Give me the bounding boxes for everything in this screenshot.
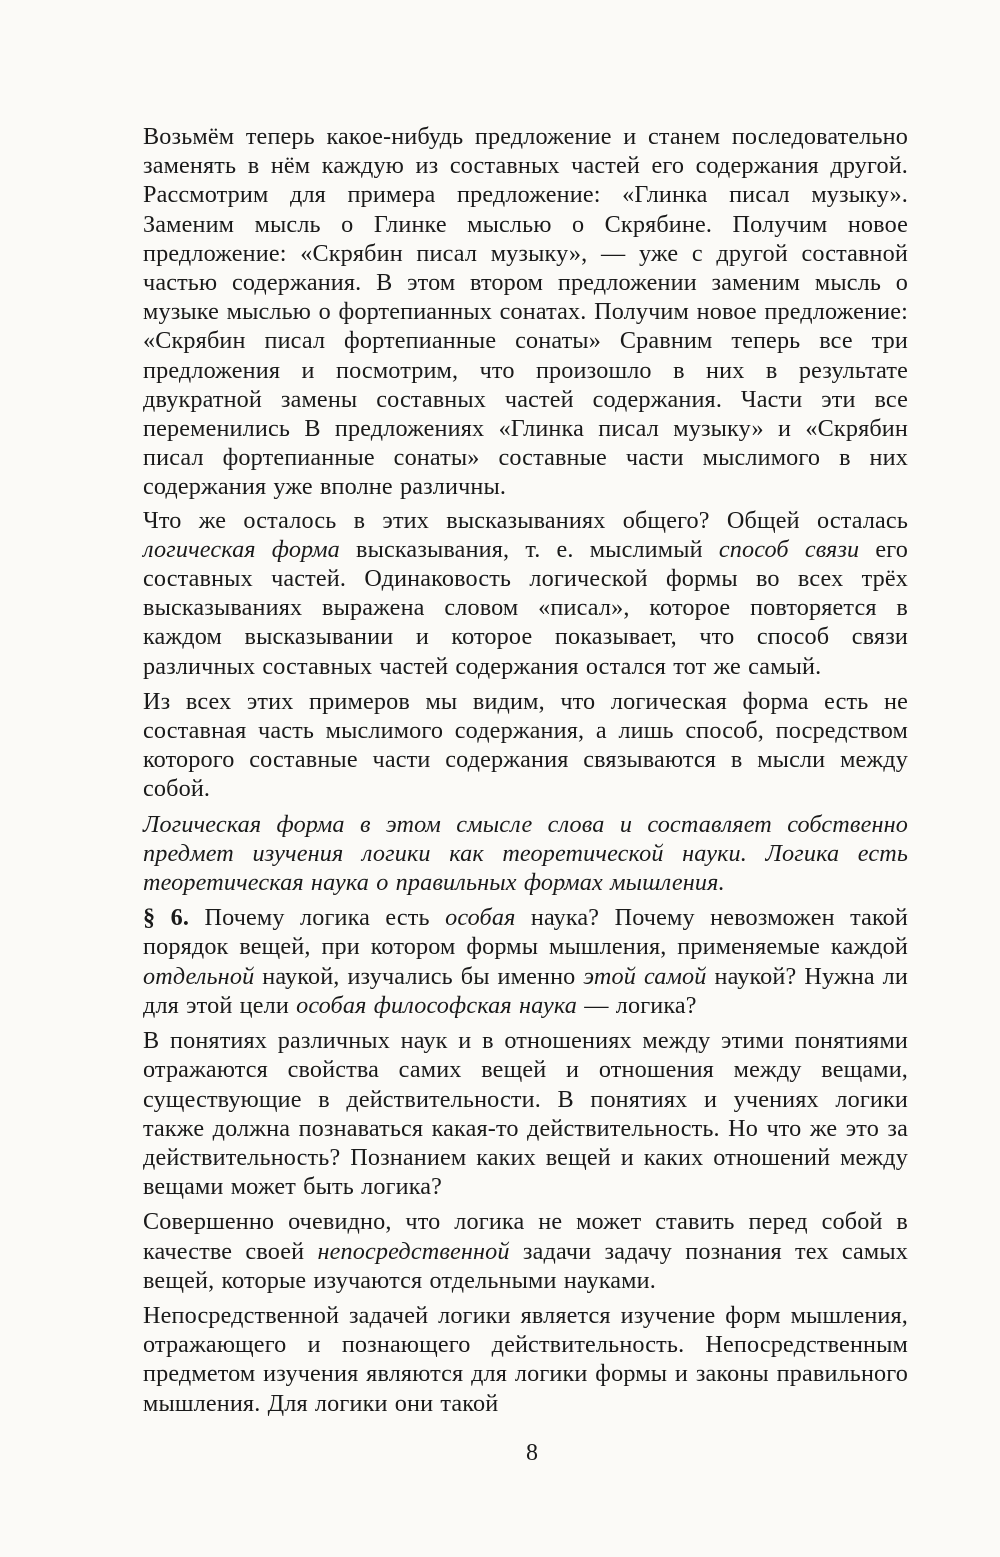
paragraph-7 [143,1207,908,1295]
paragraph-7-emphasis-immediate: непосредственной [317,1237,510,1265]
paragraph-7-text-a: Совершенно очевидно, что логика не может ставить перед собой в качестве своей [143,1208,908,1265]
paragraph-5-emphasis-separate: отдельной [143,962,255,990]
paragraph-2-text-a: Что же осталось в этих высказываниях общего? Общей осталась [143,506,908,534]
paragraph-2-emphasis-logical-form: логическая форма [143,535,340,563]
page-number: 8 [526,1440,538,1466]
paragraph-6: В понятиях различных наук и в отношениях между этими понятиями отражаются свойства самих вещей и отношения между вещами, существующие в действительности. В понятиях и учениях логики также должна познаваться какая-то действительность. Но что же это за действительность? Познанием каких вещей и каких отношений между вещами может быть логика? [143,1027,908,1201]
paragraph-2-text-e: его составных частей. Одинаковость логической формы во всех трёх высказываниях выражена словом «писал», которое повторяется в каждом высказывании и которое показывает, что способ связи различных составных частей содержания остался тот же самый. [143,535,908,680]
paragraph-2 [143,506,908,681]
paragraph-7-text-c: задачи задачу познания тех самых вещей, которые изучаются отдельными науками. [143,1237,908,1294]
paragraph-5-text-i: — логика? [577,991,697,1019]
paragraph-1: Возьмём теперь какое-нибудь предложение и станем последовательно заменять в нём каждую из составных частей его содержания другой. Рассмотрим для примера предложение: «Глинка писал музыку». Заменим мысль о Глинке мыслью о Скрябине. Получим новое предложение: «Скрябин писал музыку», — уже с другой составной частью содержания. В этом втором предложении заменим мысль о музыке мыслью о фортепианных сонатах. Получим новое предложение: «Скрябин писал фортепианные сонаты» Сравним теперь все три предложения и посмотрим, что произошло в них в результате двукратной замены составных частей содержания. Части эти все переменились В предложениях «Глинка писал музыку» и «Скрябин писал фортепианные сонаты» составные части мыслимого в них содержания уже вполне различны. [143,123,908,501]
paragraph-5-emphasis-this-very: этой самой [583,962,707,990]
paragraph-4-definition: Логическая форма в этом смысле слова и составляет собственно предмет изучения логики как теоретической науки. Логика есть теоретическая наука о правильных формах мышления. [143,810,908,897]
paragraph-5-section-6 [143,903,908,1020]
paragraph-5-emphasis-philosophical-science: особая философская наука [296,991,578,1019]
paragraph-5-text-c: наука? Почему невозможен такой порядок вещей, при котором формы мышления, применяемые каждой [143,904,909,961]
paragraph-2-emphasis-connection-method: способ связи [718,535,860,563]
section-heading-6: § 6. [143,904,190,932]
paragraph-2-text-c: высказывания, т. е. мыслимый [339,535,719,563]
paragraph-5-text-g: наукой? Нужна ли для этой цели [143,962,908,1019]
paragraph-5-text-e: наукой, изучались бы именно [254,962,584,990]
paragraph-8: Непосредственной задачей логики является изучение форм мышления, отражающего и познающего действительность. Непосредственным предметом изучения являются для логики формы и законы правильного мышления. Для логики они такой [143,1301,908,1417]
paragraph-3: Из всех этих примеров мы видим, что логическая форма есть не составная часть мыслимого содержания, а лишь способ, посредством которого составные части содержания связываются в мысли между собой. [143,687,908,803]
paragraph-5-text-a: Почему логика есть [189,904,446,932]
paragraph-5-emphasis-special: особая [445,904,516,932]
page-body [143,122,908,1424]
